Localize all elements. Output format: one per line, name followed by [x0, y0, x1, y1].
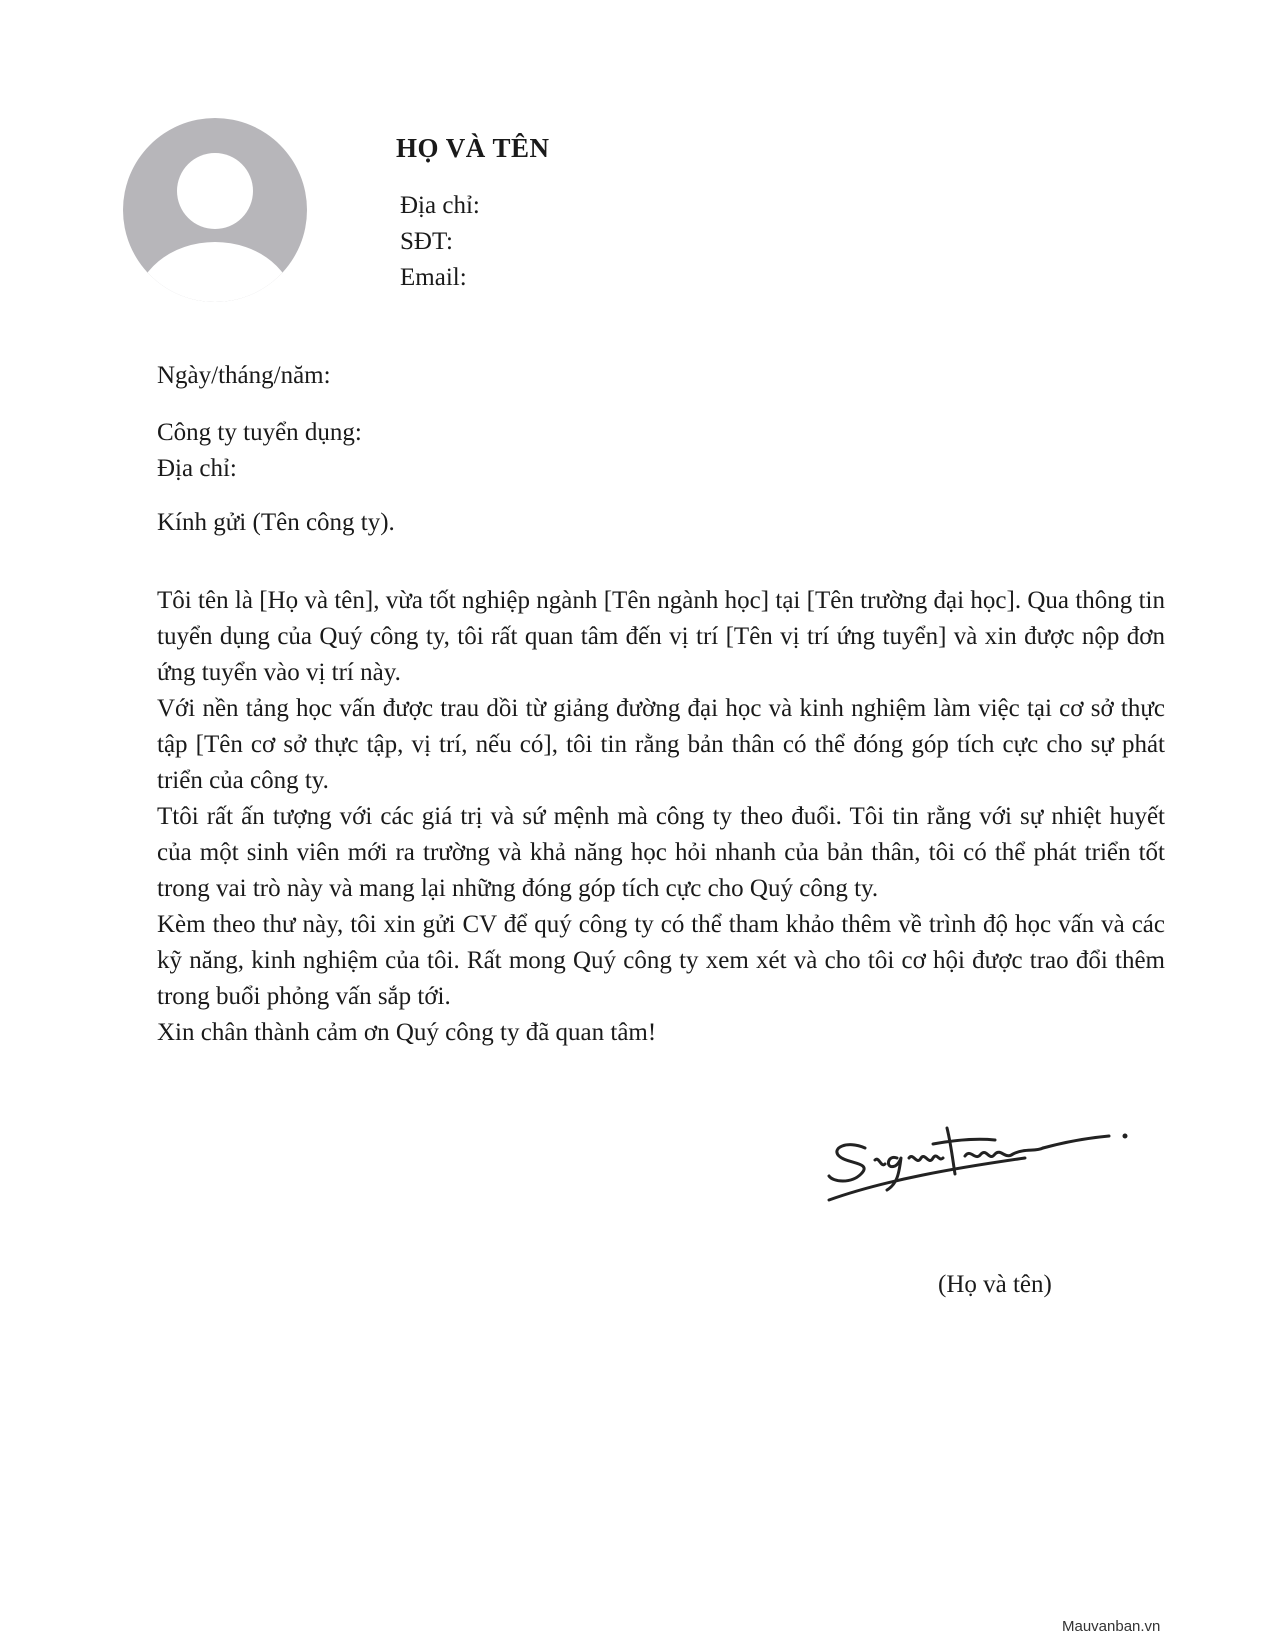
- salutation: Kính gửi (Tên công ty).: [157, 509, 395, 536]
- body-paragraph-5: Xin chân thành cảm ơn Quý công ty đã quan tâm!: [157, 1019, 657, 1046]
- company-address-label: Địa chỉ:: [157, 455, 237, 482]
- avatar-placeholder-icon: [123, 118, 307, 302]
- watermark: Mauvanban.vn: [1062, 1618, 1161, 1635]
- body-paragraph-4: Kèm theo thư này, tôi xin gửi CV để quý công ty có thể tham khảo thêm về trình độ học vấn và các kỹ năng, kinh nghiệm của tôi. Rất mong Quý công ty xem xét và cho tôi cơ hội được trao đổi thêm trong buổi phỏng vấn sắp tới.: [157, 911, 1165, 1010]
- address-label: Địa chỉ:: [400, 192, 480, 219]
- date-label: Ngày/tháng/năm:: [157, 362, 331, 389]
- company-label: Công ty tuyển dụng:: [157, 419, 362, 446]
- body-paragraph-1: Tôi tên là [Họ và tên], vừa tốt nghiệp ngành [Tên ngành học] tại [Tên trường đại học]. Qua thông tin tuyển dụng của Quý công ty, tôi rất quan tâm đến vị trí [Tên vị trí ứng tuyển] và xin được nộp đơn ứng tuyển vào vị trí này.: [157, 587, 1165, 686]
- handwritten-signature: [825, 1118, 1150, 1208]
- letter-body: [157, 583, 1165, 1051]
- applicant-name-heading: HỌ VÀ TÊN: [396, 133, 550, 163]
- closing-name: (Họ và tên): [938, 1271, 1052, 1298]
- body-paragraph-2: Với nền tảng học vấn được trau dồi từ giảng đường đại học và kinh nghiệm làm việc tại cơ sở thực tập [Tên cơ sở thực tập, vị trí, nếu có], tôi tin rằng bản thân có thể đóng góp tích cực cho sự phát triển của công ty.: [157, 695, 1165, 794]
- body-paragraph-3: Ttôi rất ấn tượng với các giá trị và sứ mệnh mà công ty theo đuổi. Tôi tin rằng với sự nhiệt huyết của một sinh viên mới ra trường và khả năng học hỏi nhanh của bản thân, tôi có thể phát triển tốt trong vai trò này và mang lại những đóng góp tích cực cho Quý công ty.: [157, 803, 1165, 902]
- phone-label: SĐT:: [400, 228, 453, 255]
- email-label: Email:: [400, 264, 467, 291]
